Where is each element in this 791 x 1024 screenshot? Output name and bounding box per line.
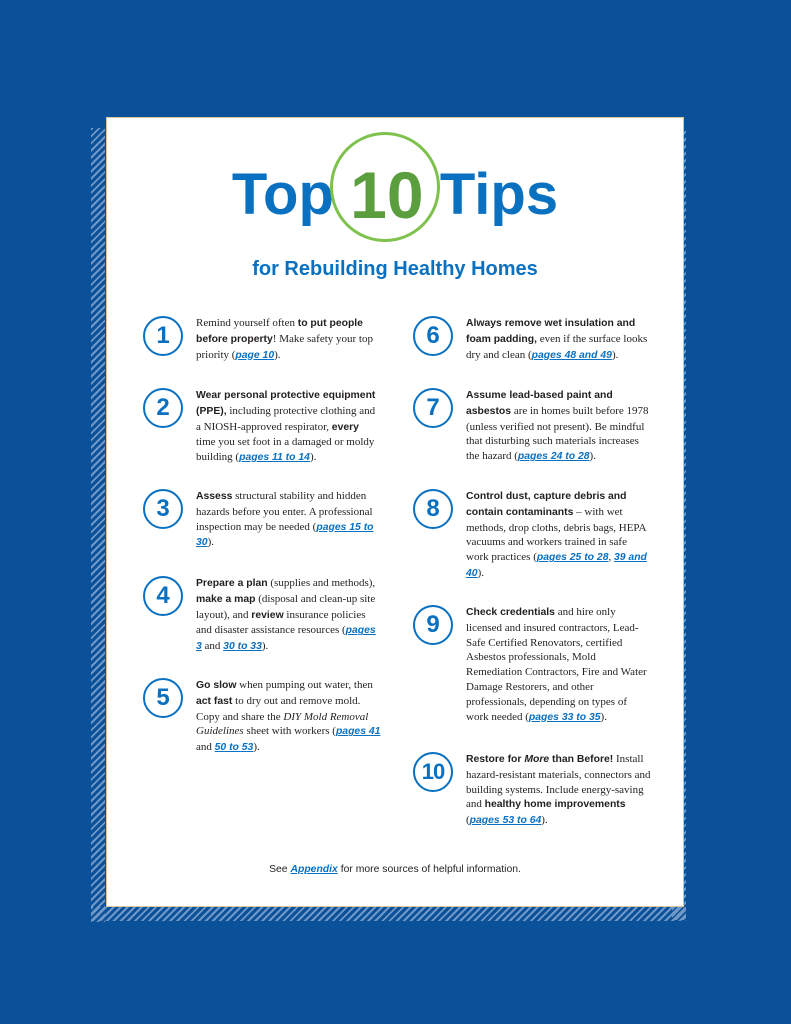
tip-10 (413, 752, 651, 829)
body-text: including protective clothing and a NIOSH-approved respirator, (196, 404, 376, 433)
body-text: ). (253, 741, 260, 754)
body-text: and (196, 741, 215, 754)
emphasis-text: More (524, 754, 550, 765)
tip-text (466, 752, 651, 829)
body-text: when pumping out water, then (236, 679, 373, 691)
tip-text (466, 489, 651, 582)
page-reference-link[interactable]: pages 24 to 28 (517, 451, 590, 463)
body-text: See (269, 864, 291, 875)
italic-title-text: DIY Mold Removal Guidelines (196, 710, 369, 738)
tip-text (196, 388, 381, 466)
tip-number-badge: 10 (413, 752, 453, 792)
emphasis-text: Prepare a plan (196, 578, 268, 589)
page-reference-link[interactable]: pages 48 and 49 (531, 349, 612, 361)
page-reference-link[interactable]: pages 41 (335, 726, 381, 738)
emphasis-text: healthy home improvements (484, 799, 626, 811)
tip-number-badge: 2 (143, 388, 183, 428)
body-text: ). (274, 348, 281, 361)
emphasis-text: Go slow (196, 680, 237, 691)
body-text: ( (466, 814, 470, 827)
body-text: structural stability and hidden hazards before you enter. A professional inspection may be needed ( (196, 490, 373, 533)
emphasis-text: make a map (196, 593, 256, 605)
body-text: ). (600, 710, 607, 723)
tip-text (196, 678, 381, 756)
title-number: 10 (350, 158, 424, 232)
body-text: even if the surface looks dry and clean ( (466, 332, 648, 361)
body-text: ). (589, 450, 596, 463)
emphasis-text: Always remove wet insulation and foam padding, (466, 318, 636, 345)
tip-text (196, 316, 381, 363)
emphasis-text: act fast (196, 695, 233, 707)
emphasis-text: Assume lead-based paint and asbestos (466, 390, 613, 417)
decorative-hatch-bottom (91, 907, 686, 921)
body-text: Remind yourself often (196, 317, 298, 329)
emphasis-text: Restore for (466, 754, 525, 765)
body-text: (disposal and clean-up site layout), and (196, 592, 376, 621)
emphasis-text: Control dust, capture debris and contain contaminants (466, 491, 627, 518)
tip-6 (413, 316, 651, 363)
tip-text (466, 605, 651, 725)
body-text: ). (207, 536, 214, 549)
body-text: ). (611, 348, 619, 361)
tip-number-badge: 4 (143, 576, 183, 616)
page-reference-link[interactable]: pages 3 (196, 625, 376, 653)
body-text: and hire only licensed and insured contractors, Lead-Safe Certified Renovators, certified Asbestos professionals, Mold Remediation Contractors, Fire and Water Damage Restorers, and other professionals, depending on types of work needed ( (466, 606, 647, 723)
page-reference-link[interactable]: pages 53 to 64 (469, 815, 542, 827)
page-reference-link[interactable]: 39 and 40 (466, 552, 647, 579)
emphasis-text: Check credentials (466, 607, 555, 618)
body-text: time you set foot in a damaged or moldy building ( (196, 436, 375, 464)
body-text: ). (477, 566, 484, 579)
title-ten-ring (328, 140, 446, 250)
body-text: ). (309, 451, 317, 464)
page-title (107, 140, 683, 250)
tip-4 (143, 576, 381, 655)
body-text: , (608, 551, 614, 564)
emphasis-text: Assess (196, 491, 233, 502)
tip-8 (413, 489, 651, 582)
page-reference-link[interactable]: page 10 (235, 349, 275, 361)
emphasis-text: than Before! (549, 754, 614, 765)
emphasis-text: review (251, 609, 284, 621)
body-text: sheet with workers ( (243, 725, 336, 738)
page-reference-link[interactable]: pages 15 to 30 (196, 521, 374, 549)
footer-note (107, 864, 683, 875)
tip-9 (413, 605, 651, 725)
emphasis-text: to put people before property (196, 318, 363, 345)
page-reference-link[interactable]: pages 11 to 14 (239, 452, 310, 464)
body-text: (supplies and methods), (267, 577, 376, 589)
tip-text (196, 576, 381, 655)
page-reference-link[interactable]: pages 25 to 28 (536, 552, 609, 564)
tip-text (196, 489, 381, 551)
emphasis-text: Wear personal protective equipment (PPE), (196, 390, 376, 417)
emphasis-text: every (331, 421, 359, 433)
body-text: are in homes built before 1978 (unless verified not present). Be mindful that disturbing such materials increases the hazard ( (466, 404, 649, 463)
tip-number-badge: 8 (413, 489, 453, 529)
tip-5 (143, 678, 381, 756)
tip-number-badge: 5 (143, 678, 183, 718)
body-text: for more sources of helpful information. (337, 864, 521, 875)
body-text: – with wet methods, drop cloths, debris bags, HEPA vacuums and workers trained in safe work practices ( (466, 505, 646, 564)
tip-3 (143, 489, 381, 551)
decorative-hatch-left (91, 128, 105, 922)
body-text: insurance policies and disaster assistance resources ( (196, 608, 366, 637)
body-text: to dry out and remove mold. Copy and share the (196, 694, 361, 723)
title-top: Top (231, 162, 334, 227)
body-text: Install hazard-resistant materials, connectors and building systems. Include energy-saving and (466, 753, 651, 811)
tip-number-badge: 6 (413, 316, 453, 356)
tip-2 (143, 388, 381, 466)
page-reference-link[interactable]: pages 33 to 35 (528, 711, 601, 723)
body-text: and (201, 640, 224, 653)
tip-number-badge: 7 (413, 388, 453, 428)
page-reference-link[interactable]: 30 to 33 (223, 641, 262, 653)
tip-number-badge: 9 (413, 605, 453, 645)
tip-number-badge: 1 (143, 316, 183, 356)
page-reference-link[interactable]: Appendix (290, 864, 338, 875)
body-text: ! Make safety your top priority ( (196, 332, 373, 361)
tip-number-badge: 3 (143, 489, 183, 529)
tip-1 (143, 316, 381, 363)
tip-text (466, 316, 651, 363)
tip-7 (413, 388, 651, 465)
title-tips: Tips (439, 162, 559, 227)
page-reference-link[interactable]: 50 to 53 (214, 742, 254, 754)
tip-text (466, 388, 651, 465)
tips-card (106, 117, 684, 907)
page-subtitle: for Rebuilding Healthy Homes (252, 258, 538, 280)
body-text: ). (541, 814, 548, 827)
body-text: ). (261, 640, 269, 653)
